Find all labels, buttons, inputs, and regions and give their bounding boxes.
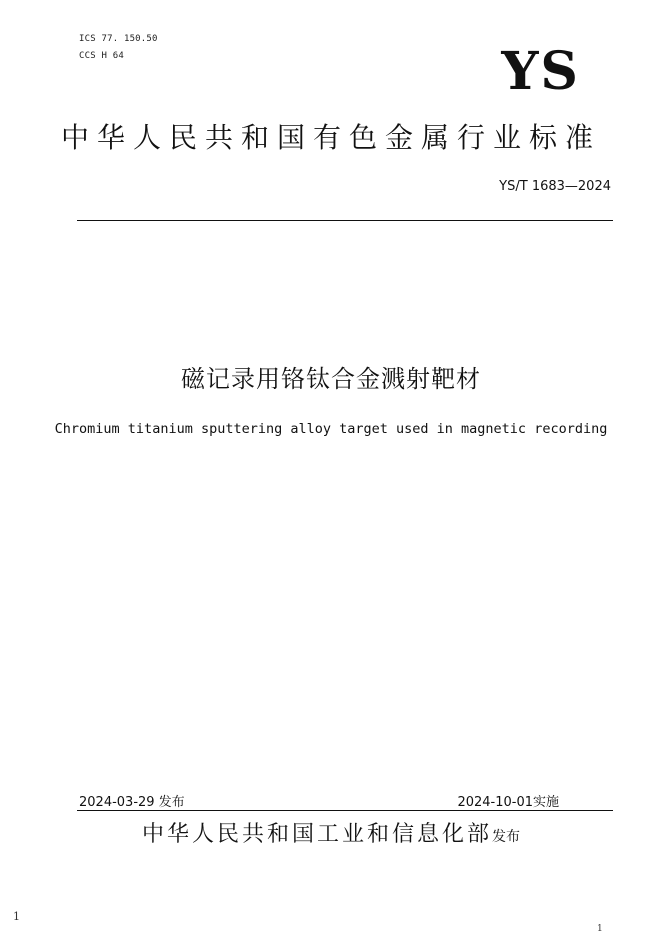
page-mark-left: 1 — [13, 910, 20, 923]
publisher-suffix: 发布 — [492, 829, 520, 845]
ys-logo: YS — [501, 41, 580, 102]
standard-category: 中华人民共和国有色金属行业标准 — [60, 121, 601, 154]
top-divider — [77, 220, 613, 221]
document-title-chinese: 磁记录用铬钛合金溅射靶材 — [181, 365, 481, 393]
publisher-organization: 中华人民共和国工业和信息化部 — [141, 822, 492, 847]
page-mark-right: 1 — [597, 924, 603, 934]
implementation-date: 2024-10-01实施 — [457, 795, 559, 810]
document-title-english: Chromium titanium sputtering alloy target used in magnetic recording — [54, 421, 608, 437]
bottom-divider — [77, 810, 613, 811]
issue-date: 2024-03-29 发布 — [79, 795, 185, 810]
ccs-code: CCS H 64 — [79, 51, 124, 61]
standard-number: YS/T 1683—2024 — [499, 179, 611, 194]
ics-code: ICS 77. 150.50 — [79, 34, 158, 44]
publisher-line — [0, 818, 662, 852]
